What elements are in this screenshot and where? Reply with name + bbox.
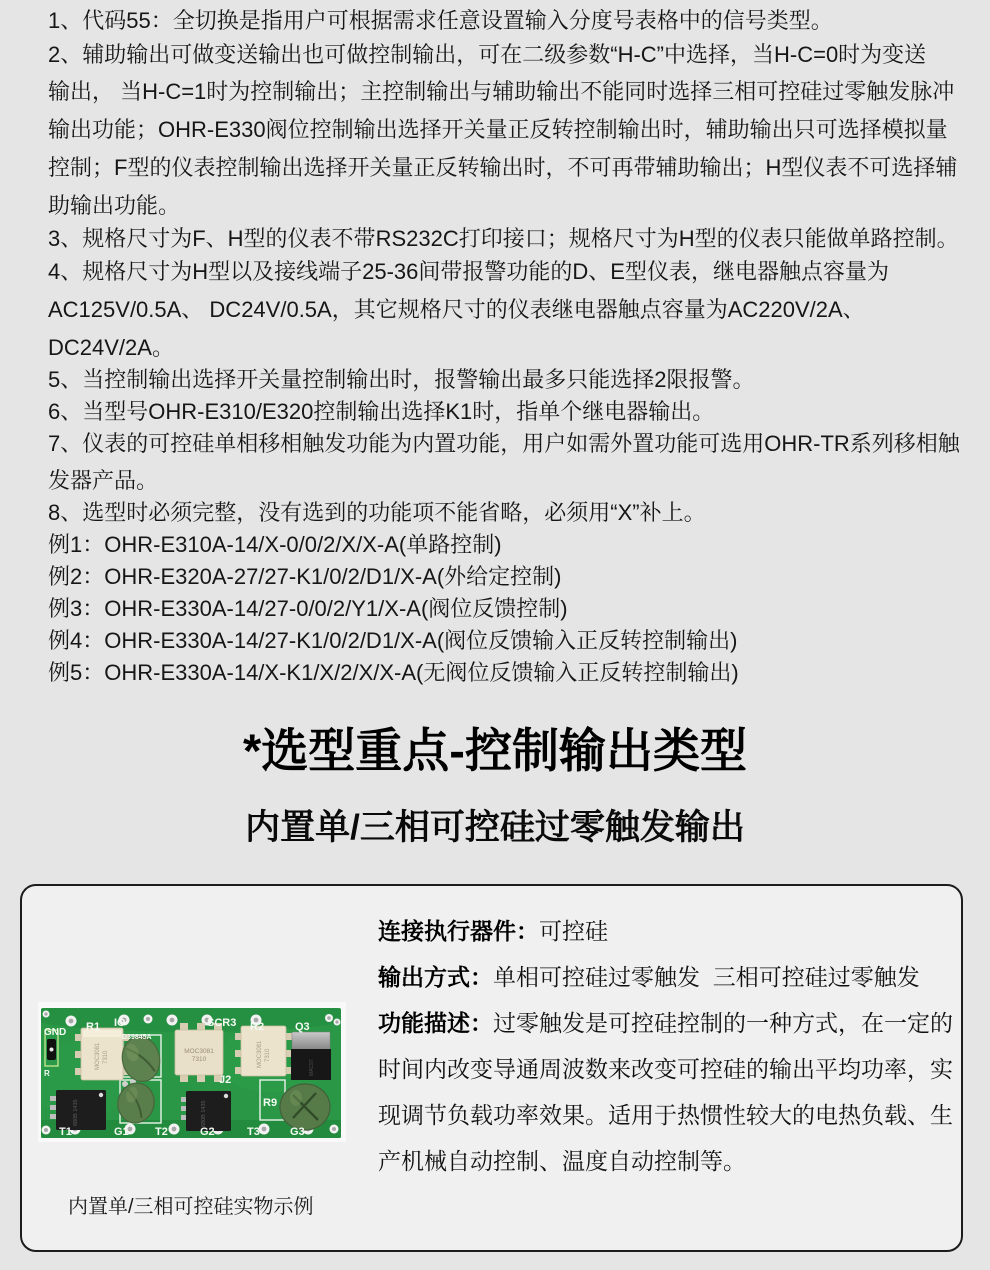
note-line-1: 1、代码55：全切换是指用户可根据需求任意设置输入分度号表格中的信号类型。 (48, 8, 833, 33)
spec-text: 产机械自动控制、温度自动控制等。 (378, 1148, 746, 1174)
spec-item-2 (378, 954, 920, 1000)
note-line-14: 发器产品。 (48, 468, 159, 493)
optocoupler-2 (175, 1023, 223, 1082)
label-g1: G1 (114, 1126, 129, 1138)
chip-text: MOC3081 (95, 1042, 101, 1070)
label-r1: R1 (86, 1021, 101, 1033)
pcb-board-illustration (41, 1008, 341, 1138)
note-line-20: 例5：OHR-E330A-14/X-K1/X/2/X/X-A(无阀位反馈输入正反转控制输出) (48, 660, 739, 685)
section-subheading: 内置单/三相可控硅过零触发输出 (245, 808, 745, 847)
label-io: IO (114, 1017, 126, 1029)
chip-text: 7310 (103, 1050, 109, 1064)
note-line-13: 7、仪表的可控硅单相移相触发功能为内置功能，用户如需外置功能可选用OHR-TR系列移相触 (48, 431, 960, 456)
optocoupler-1 (75, 1028, 129, 1080)
note-line-18: 例3：OHR-E330A-14/27-0/0/2/Y1/X-A(阀位反馈控制) (48, 596, 568, 621)
chip-text: 680B 1435 (201, 1100, 207, 1127)
label-r-left: R (44, 1069, 50, 1078)
spec-label: 连接执行器件： (378, 918, 539, 944)
note-line-16: 例1：OHR-E310A-14/X-0/0/2/X/X-A(单路控制) (48, 532, 502, 557)
label-gnd: GND (44, 1027, 67, 1038)
spec-label: 输出方式： (378, 964, 493, 990)
section-heading: *选型重点-控制输出类型 (243, 724, 747, 777)
spec-text: 时间内改变导通周波数来改变可控硅的输出平均功率，实 (378, 1056, 953, 1082)
chip-text: MOC3081 (257, 1040, 263, 1068)
label-q3: Q3 (295, 1021, 310, 1033)
label-r2: R2 (250, 1021, 265, 1033)
label-scr3: SCR3 (207, 1017, 237, 1029)
label-g2: G2 (200, 1126, 215, 1138)
note-line-6: 助输出功能。 (48, 193, 181, 218)
chip-text: 7310 (265, 1048, 271, 1062)
label-t2: T2 (155, 1126, 168, 1138)
label-r9: R9 (263, 1097, 278, 1109)
green-capacitor-3 (280, 1084, 330, 1130)
chip-text: 7310 (191, 1056, 207, 1063)
spec-text: 可控硅 (539, 918, 608, 944)
chip-text: MAC97 (309, 1059, 315, 1076)
note-line-11: 5、当控制输出选择开关量控制输出时，报警输出最多只能选择2限报警。 (48, 367, 755, 392)
note-line-19: 例4：OHR-E330A-14/27-K1/0/2/D1/X-A(阀位反馈输入正反转控制输出) (48, 628, 738, 653)
note-line-3: 输出， 当H-C=1时为控制输出；主控制输出与辅助输出不能同时选择三相可控硅过零触发脉冲 (48, 79, 955, 104)
spec-label: 功能描述： (378, 1010, 493, 1036)
label-t1: T1 (59, 1126, 72, 1138)
label-t3: T3 (247, 1126, 260, 1138)
note-line-2: 2、辅助输出可做变送输出也可做控制输出，可在二级参数“H-C”中选择，当H-C=0时为变送 (48, 42, 927, 67)
spec-item-1 (378, 908, 608, 954)
power-transistor-q3 (291, 1032, 331, 1080)
note-line-12: 6、当型号OHR-E310/E320控制输出选择K1时，指单个继电器输出。 (48, 399, 715, 424)
note-line-10: DC24V/2A。 (48, 335, 174, 360)
note-line-17: 例2：OHR-E320A-27/27-K1/0/2/D1/X-A(外给定控制) (48, 564, 562, 589)
label-dcode: D39845A (122, 1034, 152, 1041)
chip-text: MOC3081 (184, 1048, 214, 1055)
spec-text: 过零触发是可控硅控制的一种方式，在一定的 (493, 1010, 953, 1036)
note-line-5: 控制；F型的仪表控制输出选择开关量正反转输出时，不可再带辅助输出；H型仪表不可选择辅 (48, 155, 958, 180)
chip-text: 680B 1435 (73, 1099, 79, 1126)
mosfet-2 (181, 1091, 231, 1131)
note-line-4: 输出功能；OHR-E330阀位控制输出选择开关量正反转控制输出时，辅助输出只可选择模拟量 (48, 117, 948, 142)
label-g3: G3 (290, 1126, 305, 1138)
label-j2: J2 (219, 1074, 232, 1086)
spec-text: 现调节负载功率效果。适用于热惯性较大的电热负载、生 (378, 1102, 953, 1128)
pcb-photo (38, 1002, 346, 1142)
note-line-8: 4、规格尺寸为H型以及接线端子25-36间带报警功能的D、E型仪表，继电器触点容量为 (48, 259, 889, 284)
photo-caption: 内置单/三相可控硅实物示例 (68, 1196, 314, 1218)
note-line-15: 8、选型时必须完整，没有选到的功能项不能省略，必须用“X”补上。 (48, 500, 706, 525)
note-line-9: AC125V/0.5A、 DC24V/0.5A，其它规格尺寸的仪表继电器触点容量为AC220V/2A、 (48, 297, 865, 322)
spec-item-3 (378, 1000, 953, 1184)
optocoupler-3 (235, 1026, 292, 1076)
spec-text: 单相可控硅过零触发 三相可控硅过零触发 (493, 964, 920, 990)
note-line-7: 3、规格尺寸为F、H型的仪表不带RS232C打印接口；规格尺寸为H型的仪表只能做单路控制。 (48, 226, 959, 251)
mosfet-1 (50, 1090, 106, 1130)
